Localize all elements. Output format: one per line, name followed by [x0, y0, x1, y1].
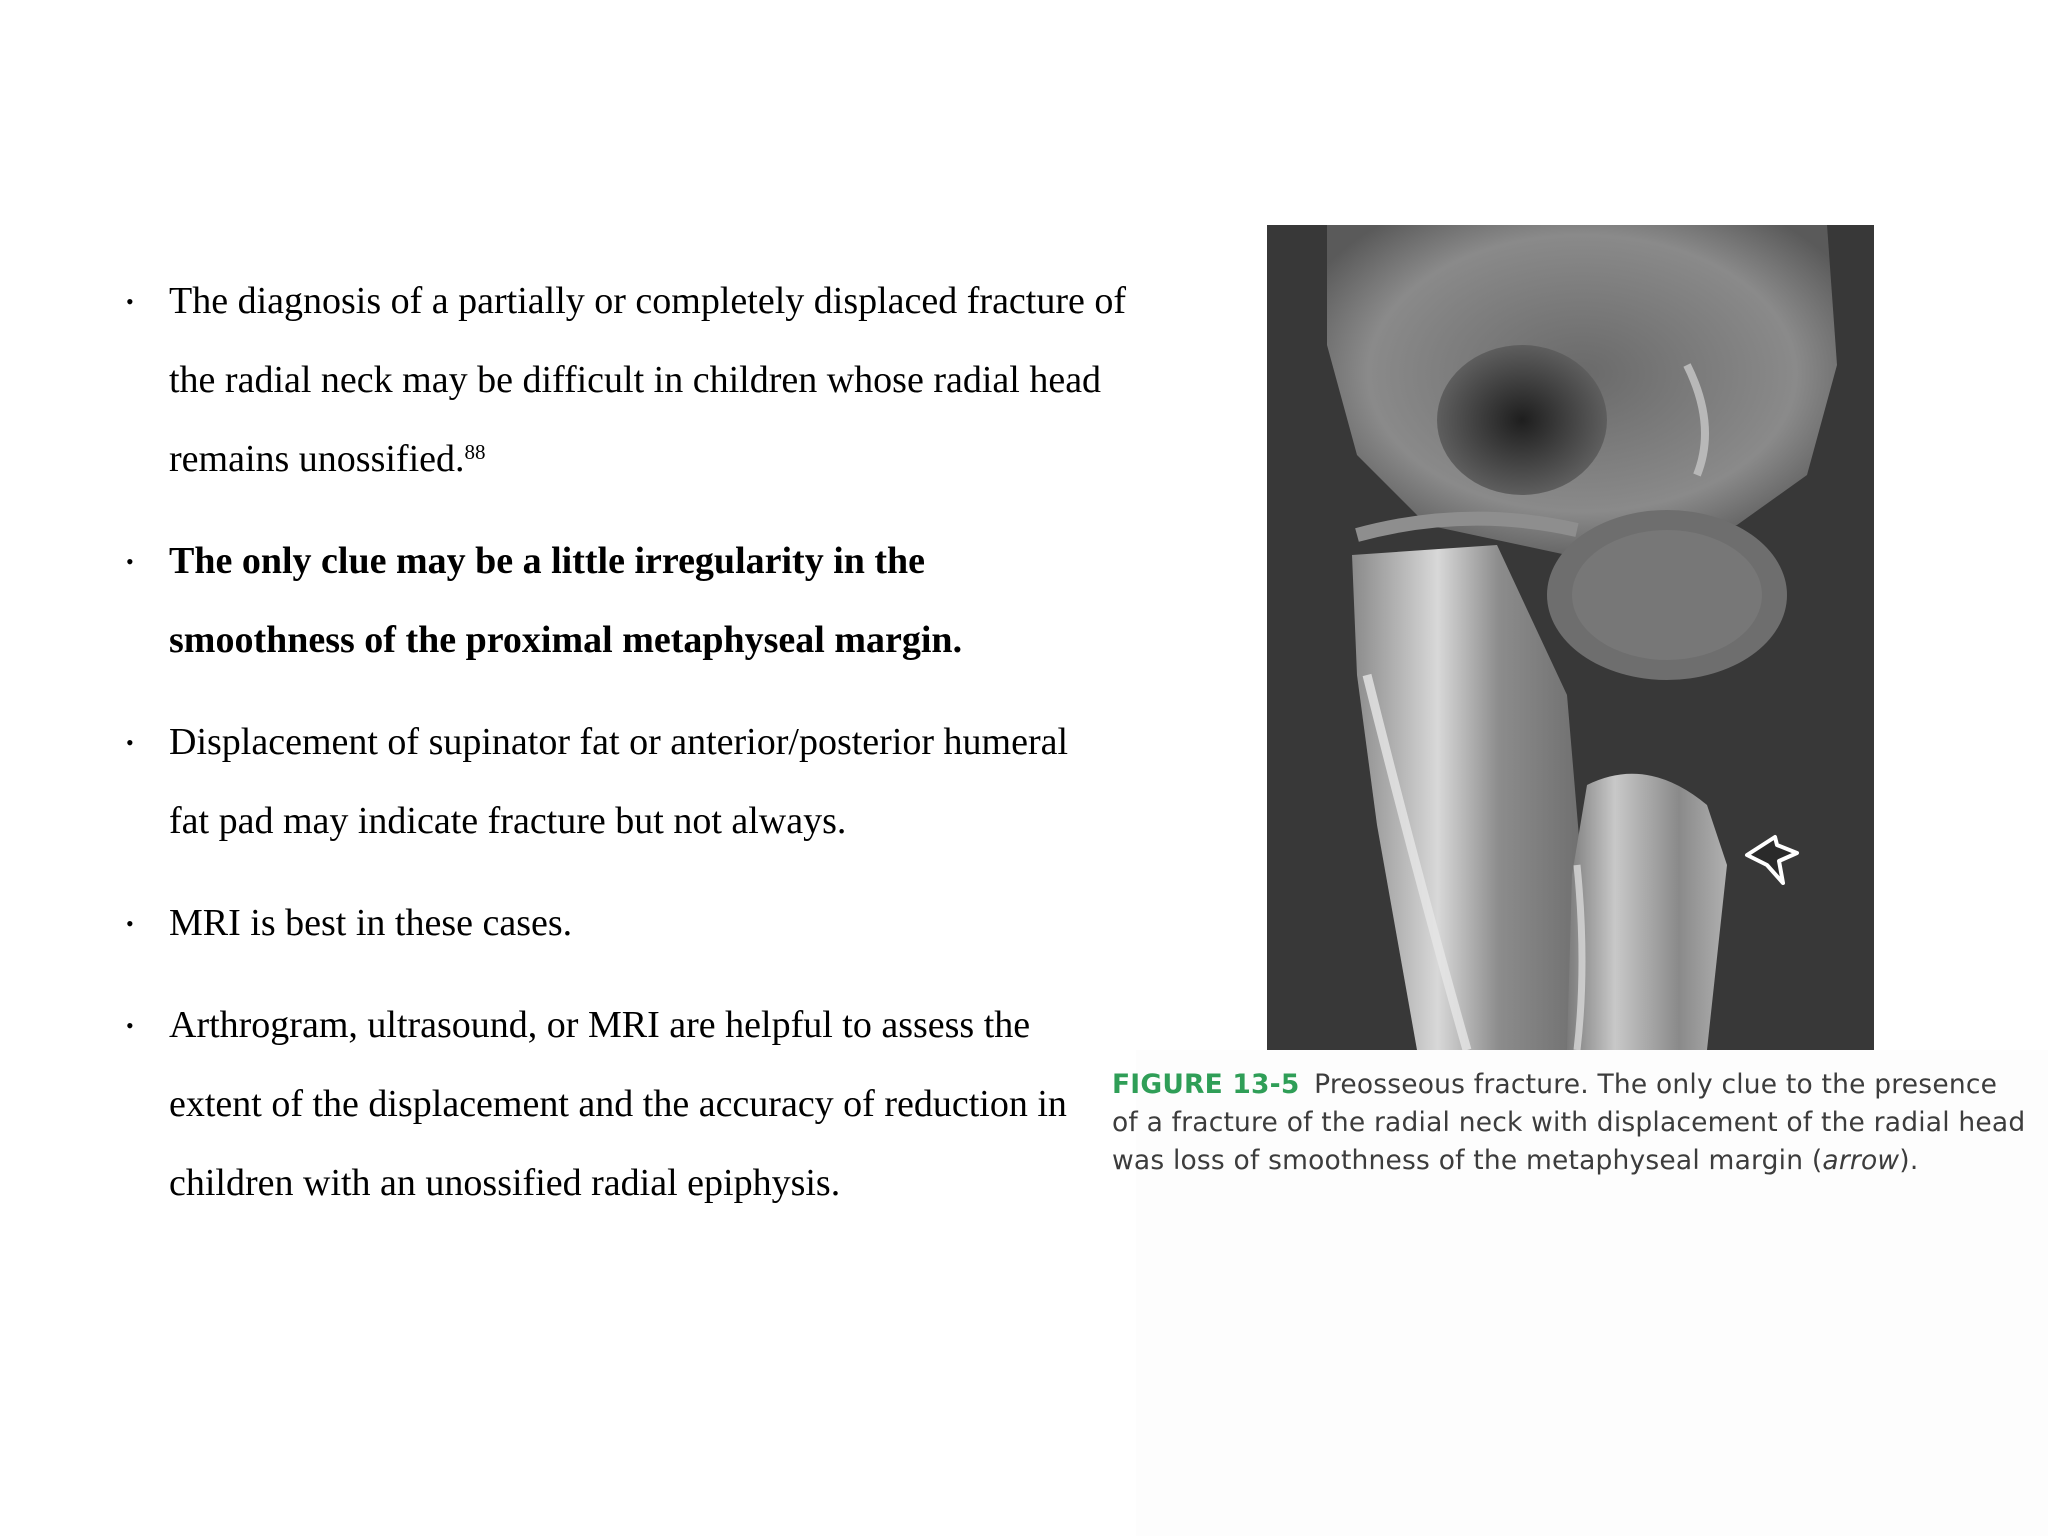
- caption-line-2: of a fracture of the radial neck with displacement of the radial head: [1112, 1107, 2026, 1138]
- caption-text-3b: ).: [1899, 1145, 1919, 1176]
- figure-caption: [1112, 1066, 2042, 1180]
- figure-label: FIGURE 13-5: [1112, 1069, 1300, 1100]
- xray-elbow-drawing: [1267, 225, 1874, 1050]
- caption-line-1: [1112, 1066, 2042, 1104]
- caption-arrow-word: arrow: [1822, 1145, 1900, 1176]
- bullet-text: The diagnosis of a partially or completely displaced fracture of the radial neck may be difficult in children whose radial head remains unossified.: [169, 280, 1127, 480]
- bullet-text: Arthrogram, ultrasound, or MRI are helpful to assess the extent of the displacement and the accuracy of reduction in children with an unossified radial epiphysis.: [169, 1004, 1067, 1204]
- bullet-item-clue: [120, 522, 1049, 680]
- bullet-item-arthrogram: [120, 986, 1129, 1223]
- bullet-item-mri: [120, 884, 1040, 963]
- bullet-marker: •: [126, 289, 134, 314]
- caption-text-1: Preosseous fracture. The only clue to the presence: [1314, 1069, 1998, 1100]
- bullet-marker: •: [126, 1013, 134, 1038]
- xray-image: [1267, 225, 1874, 1050]
- caption-line-3: [1112, 1142, 2042, 1180]
- bullet-marker: •: [126, 549, 134, 574]
- bullet-item-fat-pad: [120, 703, 1089, 861]
- bullet-text: The only clue may be a little irregularity in the smoothness of the proximal metaphyseal margin.: [169, 540, 963, 661]
- bullet-text: Displacement of supinator fat or anterior/posterior humeral fat pad may indicate fracture but not always.: [169, 721, 1069, 842]
- bullet-marker: •: [126, 730, 134, 755]
- bullet-text: MRI is best in these cases.: [169, 902, 573, 944]
- bullet-item-diagnosis: [120, 262, 1129, 499]
- reference-superscript: 88: [464, 440, 486, 464]
- bullet-list: [120, 262, 1127, 1246]
- caption-text-3a: was loss of smoothness of the metaphyseal margin (: [1112, 1145, 1823, 1176]
- bullet-marker: •: [126, 911, 134, 936]
